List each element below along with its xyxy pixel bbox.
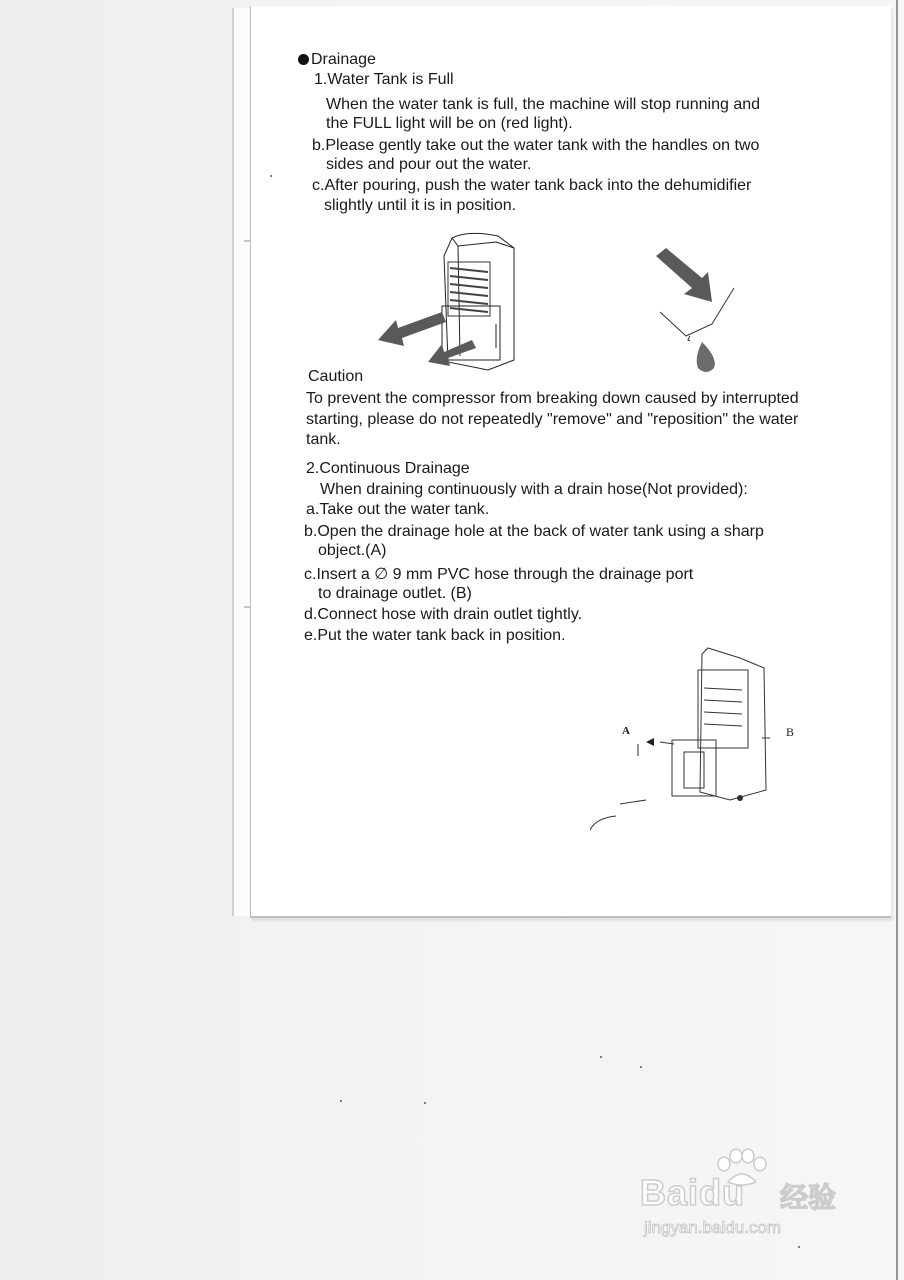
scan-speck xyxy=(340,1100,342,1102)
item2-d: d.Connect hose with drain outlet tightly. xyxy=(304,606,583,623)
arrow-icon xyxy=(378,312,476,366)
section-title: Drainage xyxy=(298,50,376,69)
arrow-icon xyxy=(656,248,712,302)
scan-edge xyxy=(896,0,898,1280)
figure-label-a: A xyxy=(622,725,630,737)
item1-line2: the FULL light will be on (red light). xyxy=(326,115,573,132)
figure-label-b: B xyxy=(786,725,795,739)
scan-speck xyxy=(424,1102,426,1104)
item2-heading: 2.Continuous Drainage xyxy=(306,460,470,477)
watermark-brand: Baidu xyxy=(640,1172,746,1213)
item1-c2: slightly until it is in position. xyxy=(324,197,517,214)
item1-c1: c.After pouring, push the water tank back into the dehumidifier xyxy=(312,177,752,194)
item2-a: a.Take out the water tank. xyxy=(306,501,490,518)
caution-heading: Caution xyxy=(308,368,364,385)
item2-b2: object.(A) xyxy=(318,542,387,559)
scan-speck xyxy=(270,175,272,177)
water-drop-icon xyxy=(697,342,715,372)
item1-b2: sides and pour out the water. xyxy=(326,156,532,173)
drain-hose-figure xyxy=(590,640,810,840)
item1-heading: 1.Water Tank is Full xyxy=(314,71,454,88)
item2-b1: b.Open the drainage hole at the back of water tank using a sharp xyxy=(304,523,764,540)
arrow-icon xyxy=(646,738,654,746)
item2-c2: to drainage outlet. (B) xyxy=(318,585,472,602)
item2-e: e.Put the water tank back in position. xyxy=(304,627,566,644)
bullet-icon xyxy=(298,54,309,65)
baidu-watermark xyxy=(640,1148,860,1248)
scan-speck xyxy=(600,1056,602,1058)
watermark-url: jingyan.baidu.com xyxy=(644,1218,782,1237)
caution-line3: tank. xyxy=(306,431,341,448)
caution-line1: To prevent the compressor from breaking down caused by interrupted xyxy=(306,390,799,407)
item2-intro: When draining continuously with a drain hose(Not provided): xyxy=(320,481,748,498)
watermark-cn: 经验 xyxy=(780,1182,837,1213)
dehumidifier-tank-removal-figure xyxy=(368,228,528,378)
item2-c1: c.Insert a ∅ 9 mm PVC hose through the drainage port xyxy=(304,566,694,583)
pour-water-figure xyxy=(646,244,746,380)
item1-line1: When the water tank is full, the machine will stop running and xyxy=(326,96,761,113)
scan-speck xyxy=(640,1066,642,1068)
item1-b1: b.Please gently take out the water tank with the handles on two xyxy=(312,137,760,154)
caution-line2: starting, please do not repeatedly "remove" and "reposition" the water xyxy=(306,411,799,428)
